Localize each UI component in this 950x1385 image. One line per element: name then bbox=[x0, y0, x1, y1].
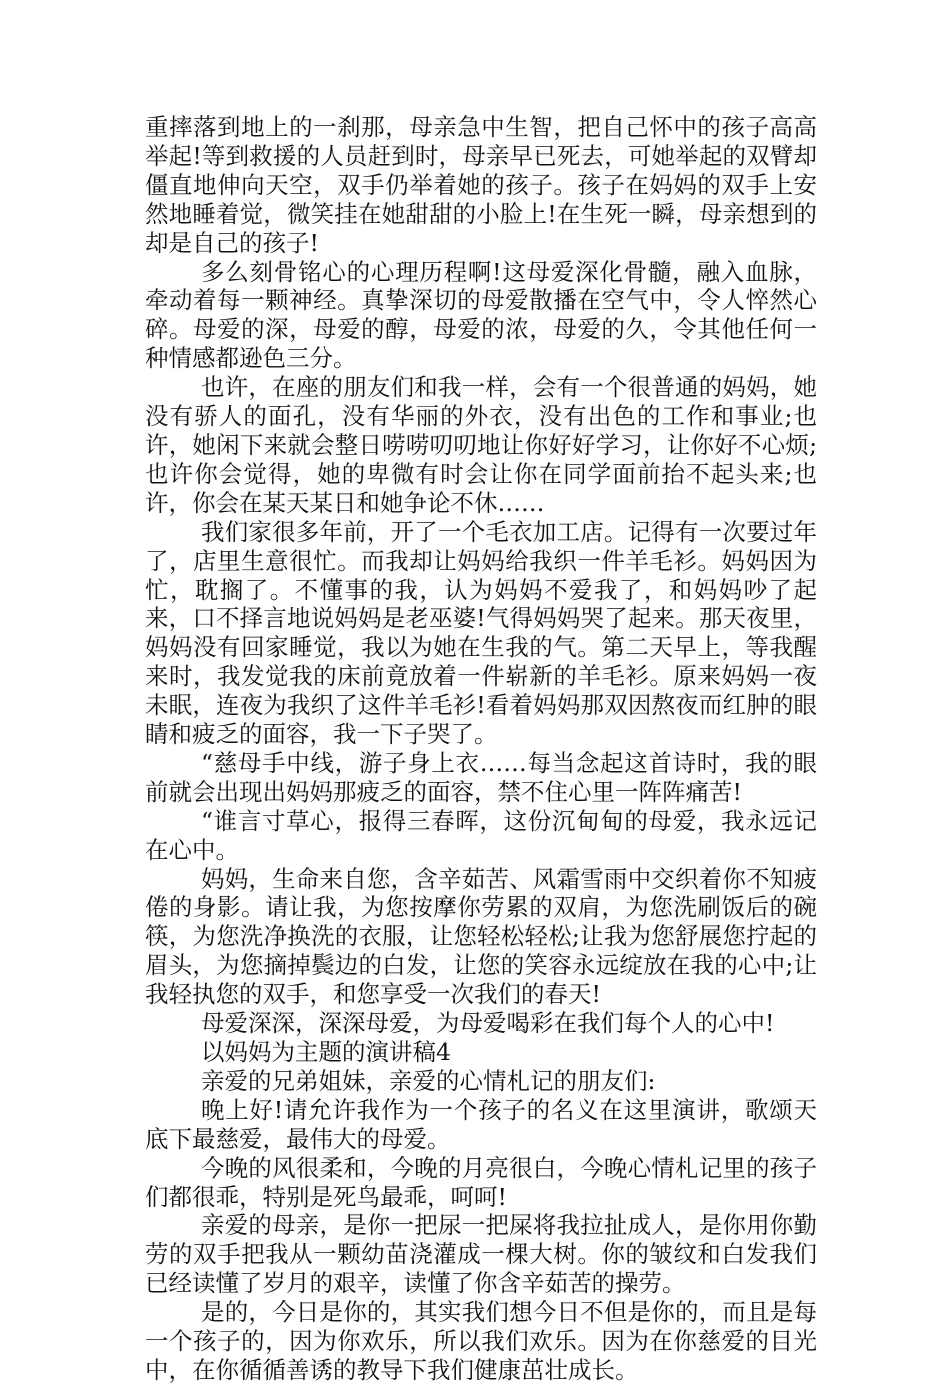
salutation: 亲爱的兄弟姐妹，亲爱的心情札记的朋友们: bbox=[201, 1066, 656, 1095]
paragraph-11: 晚上好!请允许我作为一个孩子的名义在这里演讲，歌颂天底下最慈爱，最伟大的母爱。 bbox=[145, 1095, 817, 1153]
paragraph-8: 母爱深深，深深母爱，为母爱喝彩在我们每个人的心中! bbox=[201, 1009, 775, 1038]
section-heading: 以妈妈为主题的演讲稿4 bbox=[201, 1038, 451, 1066]
paragraph-14: 是的，今日是你的，其实我们想今日不但是你的，而且是每一个孩子的，因为你欢乐，所以我们欢乐。因为在你慈爱的目光中，在你循循善诱的教导下我们健康茁壮成长。 bbox=[145, 1298, 817, 1384]
paragraph-7: 妈妈，生命来自您，含辛茹苦、风霜雪雨中交织着你不知疲倦的身影。请让我，为您按摩你劳累的双肩，为您洗刷饭后的碗筷，为您洗净换洗的衣服，让您轻松轻松;让我为您舒展您拧起的眉头，为您摘掉鬓边的白发，让您的笑容永远绽放在我的心中;让我轻执您的双手，和您享受一次我们的春天! bbox=[145, 864, 817, 1009]
document-body bbox=[145, 113, 817, 1385]
paragraph-4: 我们家很多年前，开了一个毛衣加工店。记得有一次要过年了，店里生意很忙。而我却让妈妈给我织一件羊毛衫。妈妈因为忙，耽搁了。不懂事的我，认为妈妈不爱我了，和妈妈吵了起来，口不择言地说妈妈是老巫婆!气得妈妈哭了起来。那天夜里，妈妈没有回家睡觉，我以为她在生我的气。第二天早上，等我醒来时，我发觉我的床前竟放着一件崭新的羊毛衫。原来妈妈一夜未眠，连夜为我织了这件羊毛衫!看着妈妈那双因熬夜而红肿的眼睛和疲乏的面容，我一下子哭了。 bbox=[145, 517, 817, 749]
paragraph-2: 多么刻骨铭心的心理历程啊!这母爱深化骨髓，融入血脉，牵动着每一颗神经。真挚深切的母爱散播在空气中，令人悴然心碎。母爱的深，母爱的醇，母爱的浓，母爱的久，令其他任何一种情感都逊色三分。 bbox=[145, 257, 817, 373]
paragraph-12: 今晚的风很柔和，今晚的月亮很白，今晚心情札记里的孩子们都很乖，特别是死鸟最乖，呵呵! bbox=[145, 1153, 817, 1211]
paragraph-3: 也许，在座的朋友们和我一样，会有一个很普通的妈妈，她没有骄人的面孔，没有华丽的外衣，没有出色的工作和事业;也许，她闲下来就会整日唠唠叨叨地让你好好学习，让你好不心烦;也许你会觉得，她的卑微有时会让你在同学面前抬不起头来;也许，你会在某天某日和她争论不休…… bbox=[145, 373, 817, 517]
paragraph-5: “慈母手中线，游子身上衣……每当念起这首诗时，我的眼前就会出现出妈妈那疲乏的面容，禁不住心里一阵阵痛苦! bbox=[145, 748, 817, 806]
paragraph-13: 亲爱的母亲，是你一把尿一把屎将我拉扯成人，是你用你勤劳的双手把我从一颗幼苗浇灌成一棵大树。你的皱纹和白发我们已经读懂了岁月的艰辛，读懂了你含辛茹苦的操劳。 bbox=[145, 1211, 817, 1298]
paragraph-1: 重摔落到地上的一刹那，母亲急中生智，把自己怀中的孩子高高举起!等到救援的人员赶到时，母亲早已死去，可她举起的双臂却僵直地伸向天空，双手仍举着她的孩子。孩子在妈妈的双手上安然地睡着觉，微笑挂在她甜甜的小脸上!在生死一瞬，母亲想到的却是自己的孩子! bbox=[145, 113, 817, 257]
paragraph-6: “谁言寸草心，报得三春晖，这份沉甸甸的母爱，我永远记在心中。 bbox=[145, 806, 817, 864]
